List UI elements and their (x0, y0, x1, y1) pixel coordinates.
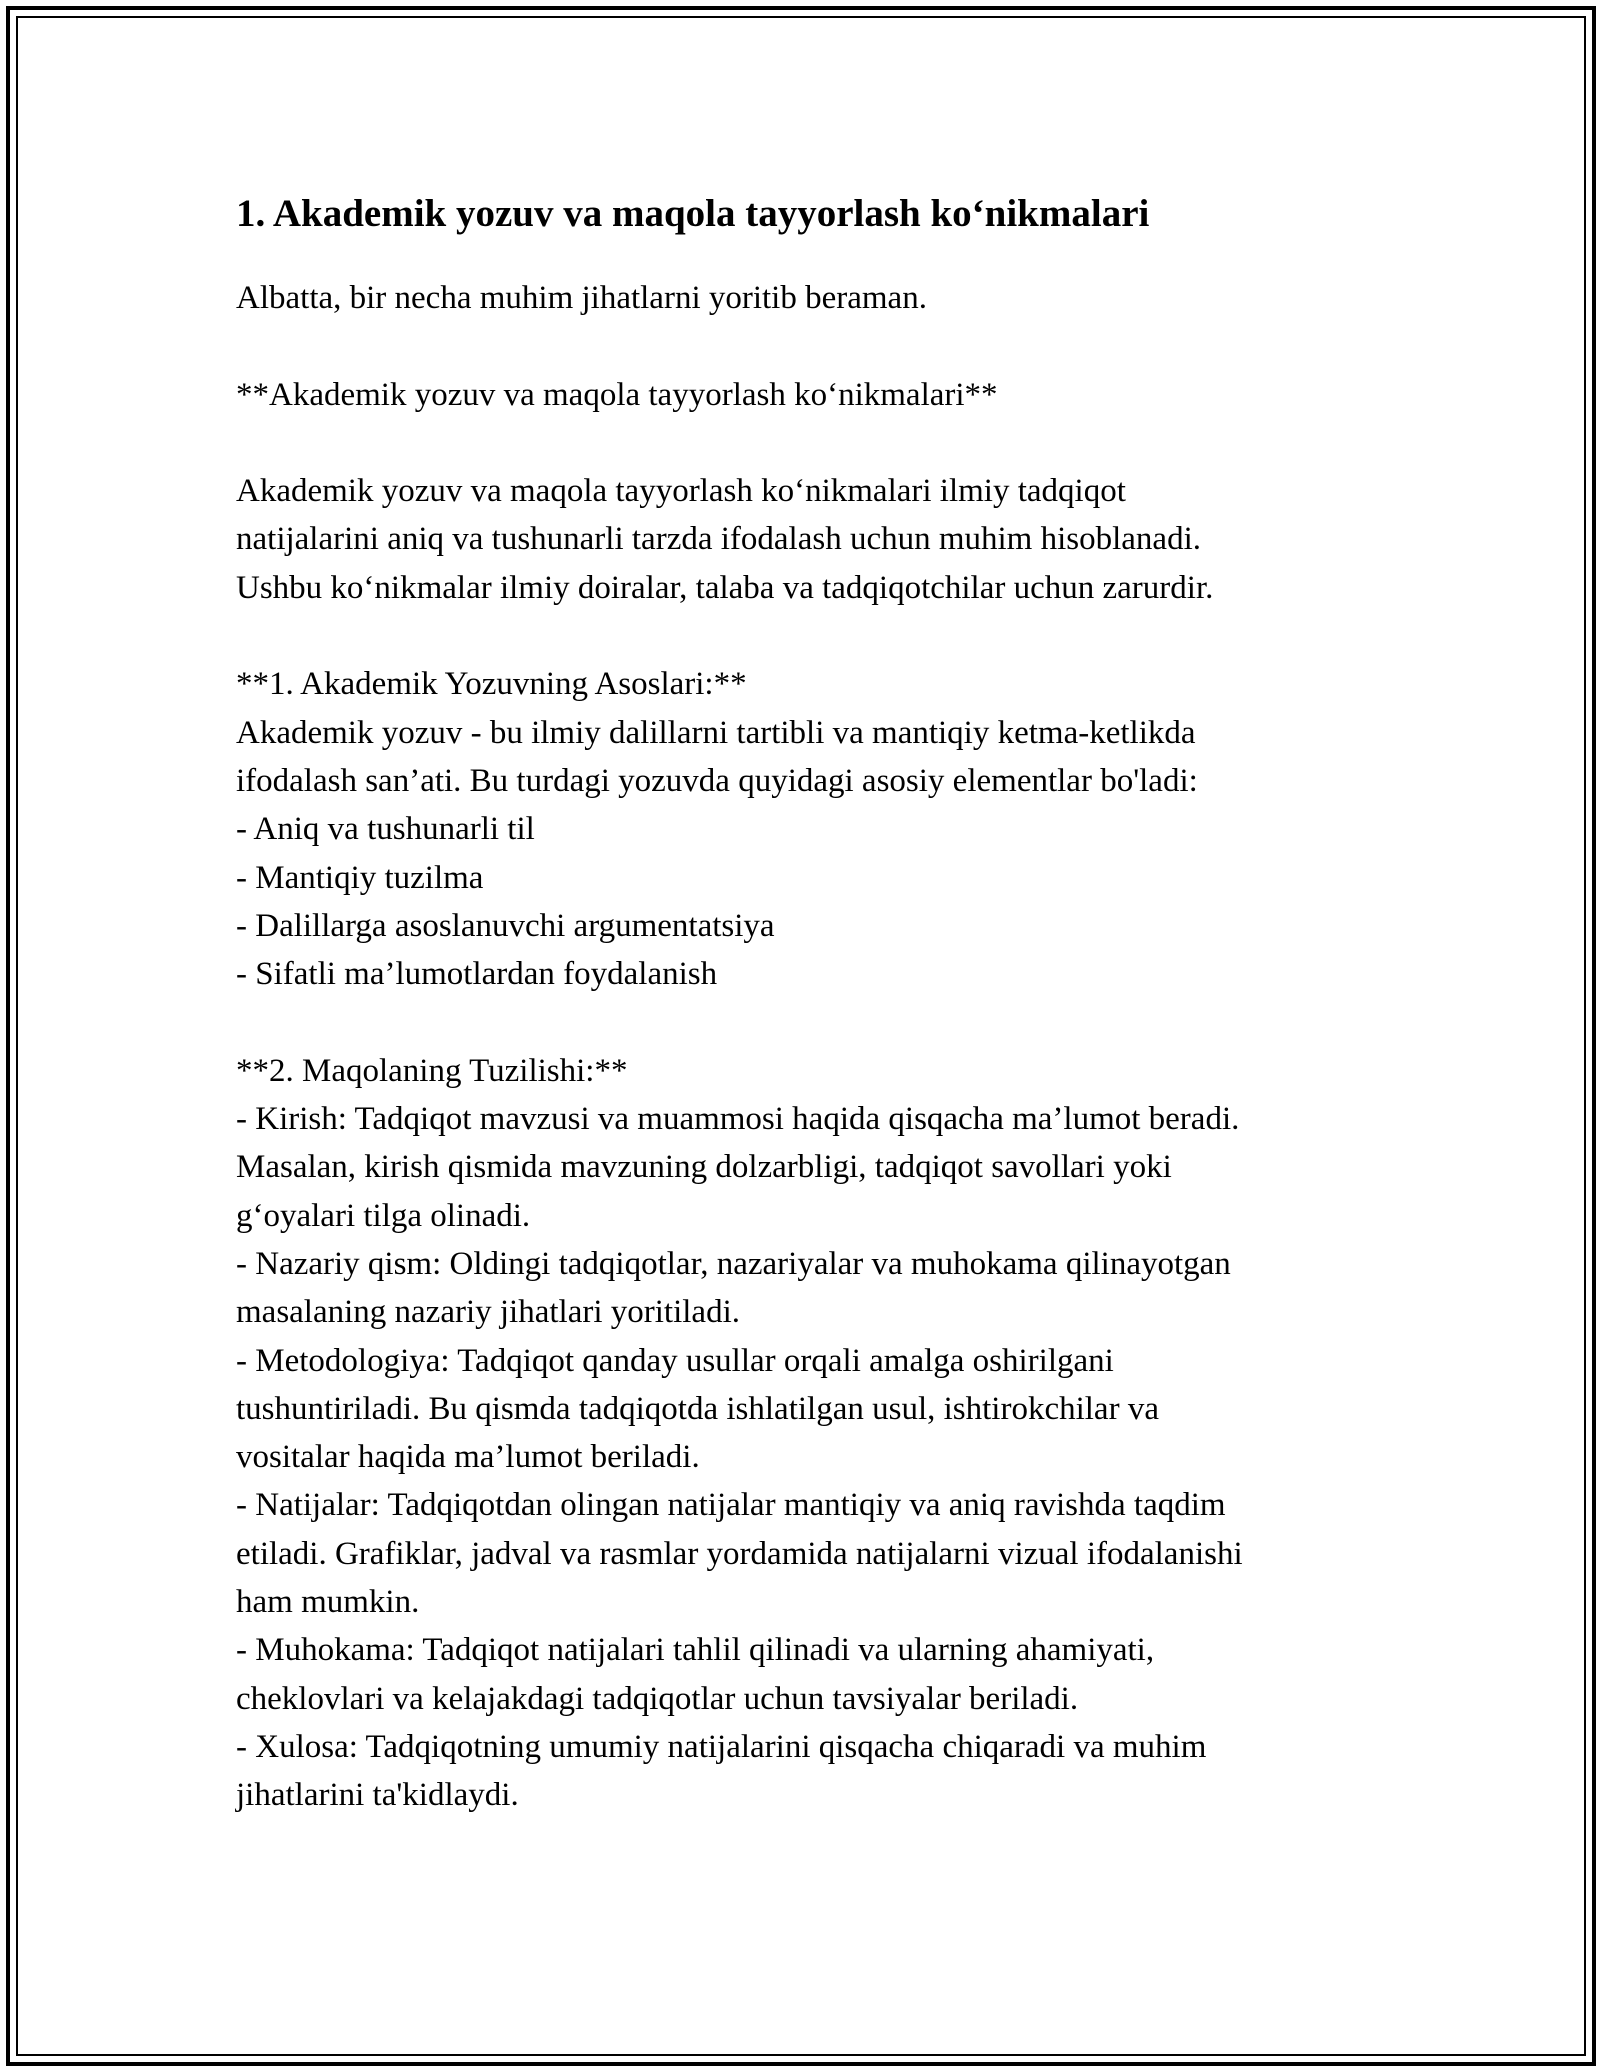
section-line: Masalan, kirish qismida mavzuning dolzarbligi, tadqiqot savollari yoki (236, 1149, 1172, 1186)
section-basics (236, 660, 1366, 998)
list-item: - Muhokama: Tadqiqot natijalari tahlil qilinadi va ularning ahamiyati, (236, 1632, 1155, 1669)
list-item: - Aniq va tushunarli til (236, 811, 535, 848)
section-line: masalaning nazariy jihatlari yoritiladi. (236, 1294, 740, 1331)
list-item: - Metodologiya: Tadqiqot qanday usullar orqali amalga oshirilgani (236, 1342, 1114, 1379)
document-body (236, 188, 1366, 1820)
overview-line: natijalarini aniq va tushunarli tarzda ifodalash uchun muhim hisoblanadi. (236, 521, 1201, 558)
list-item: - Natijalar: Tadqiqotdan olingan natijalar mantiqiy va aniq ravishda taqdim (236, 1487, 1226, 1524)
list-item: - Xulosa: Tadqiqotning umumiy natijalarini qisqacha chiqaradi va muhim (236, 1728, 1207, 1765)
section-line: vositalar haqida ma’lumot beriladi. (236, 1439, 700, 1476)
list-item: - Nazariy qism: Oldingi tadqiqotlar, nazariyalar va muhokama qilinayotgan (236, 1245, 1231, 1282)
section-structure (236, 1047, 1366, 1820)
list-item: - Mantiqiy tuzilma (236, 859, 484, 896)
section-line: ham mumkin. (236, 1584, 420, 1621)
overview-paragraph (236, 467, 1366, 612)
subtitle-line: **Akademik yozuv va maqola tayyorlash ko‘nikmalari** (236, 376, 998, 413)
section-line: etiladi. Grafiklar, jadval va rasmlar yordamida natijalarni vizual ifodalanishi (236, 1535, 1243, 1572)
section-heading: **1. Akademik Yozuvning Asoslari:** (236, 666, 747, 703)
overview-line: Akademik yozuv va maqola tayyorlash ko‘nikmalari ilmiy tadqiqot (236, 473, 1126, 510)
section-line: Akademik yozuv - bu ilmiy dalillarni tartibli va mantiqiy ketma-ketlikda (236, 714, 1196, 751)
section-line: ifodalash san’ati. Bu turdagi yozuvda quyidagi asosiy elementlar bo'ladi: (236, 762, 1198, 799)
list-item: - Kirish: Tadqiqot mavzusi va muammosi haqida qisqacha ma’lumot beradi. (236, 1101, 1240, 1138)
section-line: cheklovlari va kelajakdagi tadqiqotlar uchun tavsiyalar beriladi. (236, 1680, 1079, 1717)
list-item: - Dalillarga asoslanuvchi argumentatsiya (236, 907, 775, 944)
section-heading: **2. Maqolaning Tuzilishi:** (236, 1052, 628, 1089)
list-item: - Sifatli ma’lumotlardan foydalanish (236, 956, 718, 993)
section-line: tushuntiriladi. Bu qismda tadqiqotda ishlatilgan usul, ishtirokchilar va (236, 1390, 1159, 1427)
intro-line: Albatta, bir necha muhim jihatlarni yoritib beraman. (236, 280, 927, 316)
document-title: 1. Akademik yozuv va maqola tayyorlash ko‘nikmalari (236, 192, 1150, 235)
section-line: jihatlarini ta'kidlaydi. (236, 1777, 519, 1814)
overview-line: Ushbu ko‘nikmalar ilmiy doiralar, talaba va tadqiqotchilar uchun zarurdir. (236, 569, 1214, 606)
section-line: g‘oyalari tilga olinadi. (236, 1197, 531, 1234)
